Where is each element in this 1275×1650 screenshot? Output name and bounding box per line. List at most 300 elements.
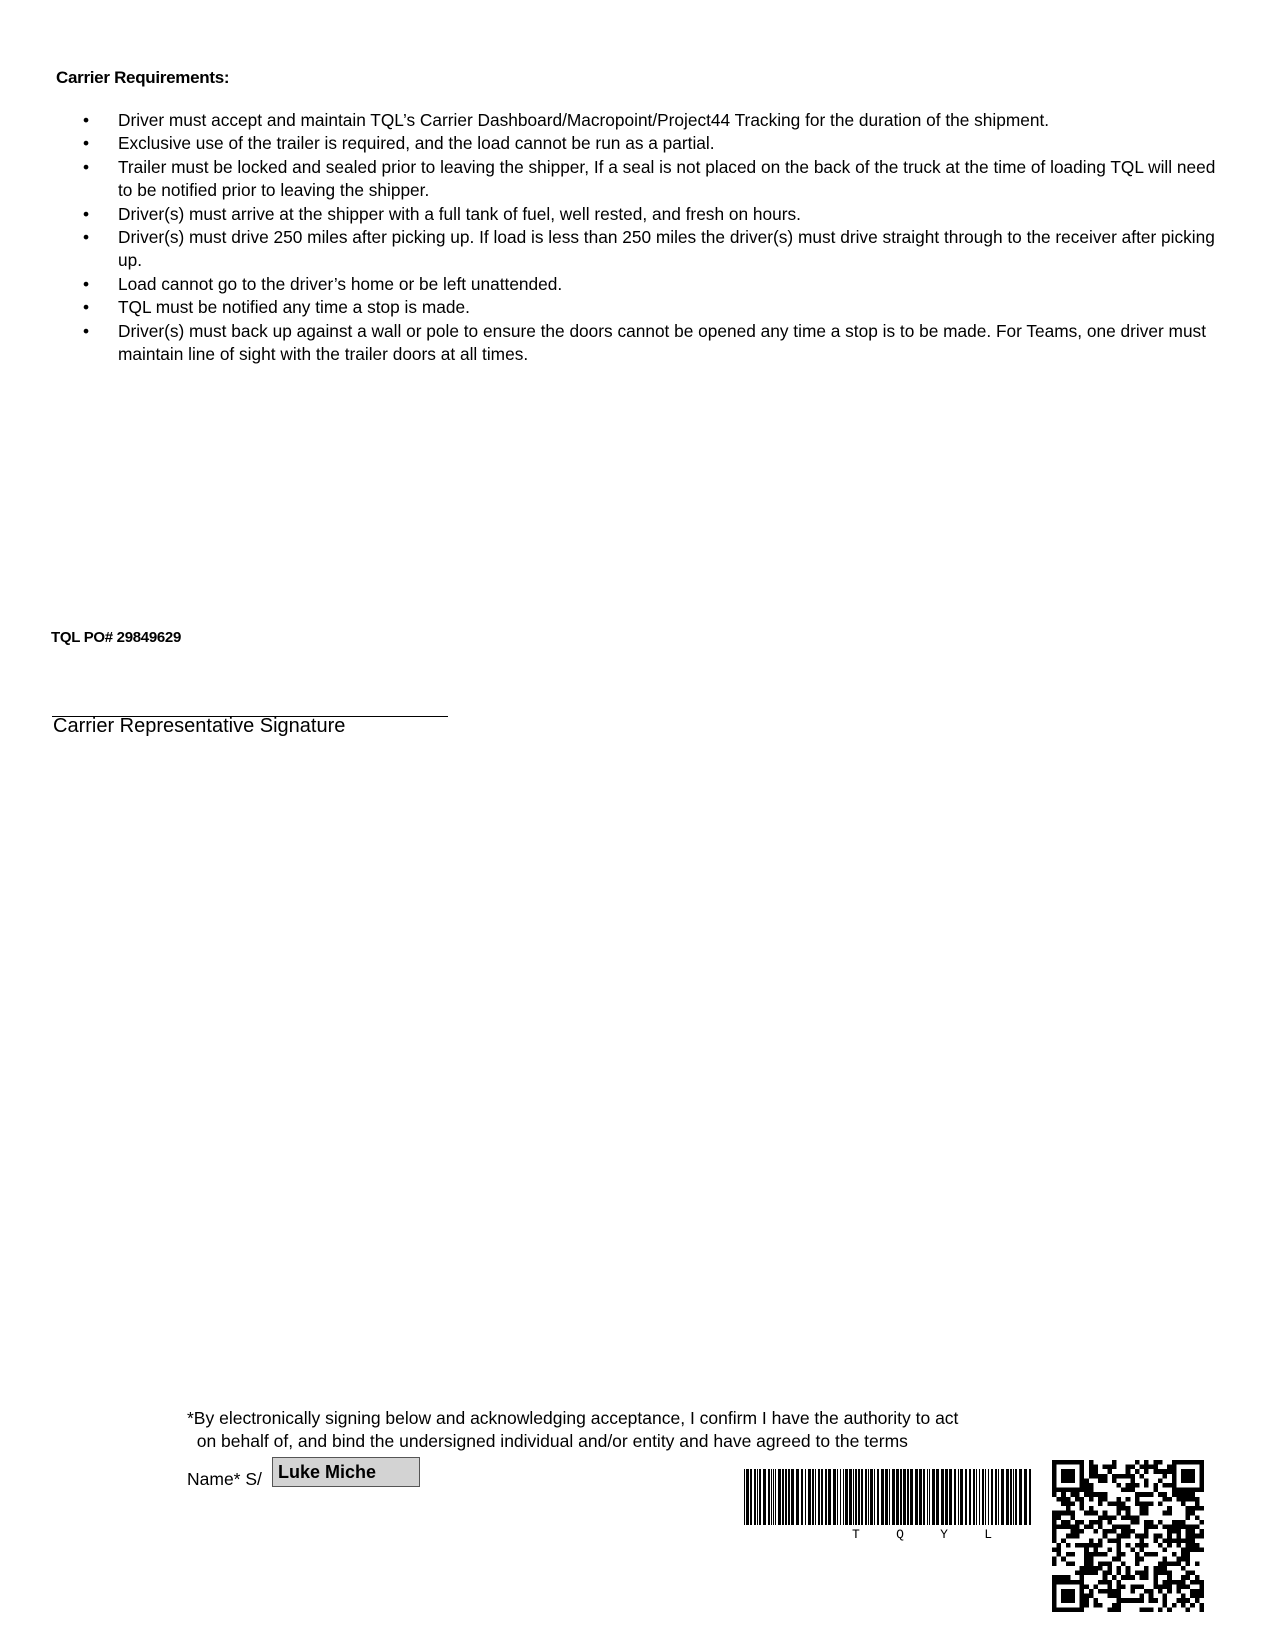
disclaimer-line-2: on behalf of, and bind the undersigned individual and/or entity and have agreed to the terms [187,1431,908,1451]
requirement-item [80,156,1220,203]
requirement-item [80,132,1220,155]
qr-module [1176,1557,1181,1562]
qr-module [1167,1506,1172,1511]
qr-code [1052,1460,1204,1612]
qr-module [1176,1584,1181,1589]
name-signature-field[interactable] [272,1457,420,1487]
qr-module [1172,1538,1177,1543]
qr-module [1149,1465,1154,1470]
qr-module [1190,1469,1195,1474]
qr-module [1199,1529,1204,1534]
qr-module [1052,1603,1057,1608]
qr-module [1135,1515,1140,1520]
qr-module [1153,1552,1158,1557]
qr-module [1163,1469,1168,1474]
barcode-bar [1006,1469,1009,1525]
qr-module [1107,1584,1112,1589]
qr-module [1199,1465,1204,1470]
qr-module [1135,1520,1140,1525]
qr-module [1199,1607,1204,1612]
qr-module [1112,1474,1117,1479]
qr-module [1061,1557,1066,1562]
qr-module [1093,1511,1098,1516]
qr-module [1181,1557,1186,1562]
qr-module [1176,1529,1181,1534]
qr-module [1098,1492,1103,1497]
qr-module [1084,1552,1089,1557]
qr-module [1176,1520,1181,1525]
qr-module [1112,1594,1117,1599]
qr-module [1186,1534,1191,1539]
qr-module [1163,1483,1168,1488]
qr-module [1066,1524,1071,1529]
qr-module [1195,1460,1200,1465]
qr-module [1158,1501,1163,1506]
qr-module [1181,1538,1186,1543]
qr-module [1080,1584,1085,1589]
qr-module [1144,1529,1149,1534]
qr-module [1167,1584,1172,1589]
requirement-text: Driver(s) must back up against a wall or pole to ensure the doors cannot be opened any time a stop is to be made. For Teams, one driver must maintain line of sight with the trailer doors at all times. [118,320,1206,365]
qr-module [1176,1460,1181,1465]
qr-module [1181,1478,1186,1483]
qr-module [1190,1538,1195,1543]
qr-module [1052,1575,1057,1580]
qr-module [1075,1497,1080,1502]
qr-module [1149,1492,1154,1497]
barcode-bar [985,1469,986,1525]
qr-module [1103,1534,1108,1539]
qr-module [1061,1524,1066,1529]
qr-module [1144,1589,1149,1594]
qr-module [1066,1561,1071,1566]
qr-module [1172,1529,1177,1534]
qr-module [1190,1603,1195,1608]
barcode-bar [991,1469,993,1525]
qr-module [1144,1524,1149,1529]
qr-module [1066,1598,1071,1603]
requirement-text: Trailer must be locked and sealed prior to leaving the shipper, If a seal is not placed on the back of the truck at the time of loading TQL will need to be notified prior to leaving the shipper. [118,156,1216,201]
disclaimer-line-1: *By electronically signing below and acknowledging acceptance, I confirm I have the authority to act [187,1408,959,1428]
qr-module [1112,1589,1117,1594]
qr-module [1163,1474,1168,1479]
qr-module [1130,1474,1135,1479]
barcode-bar [877,1469,879,1525]
qr-module [1066,1520,1071,1525]
barcode-bar [965,1469,967,1525]
qr-module [1057,1524,1062,1529]
qr-module [1199,1534,1204,1539]
qr-module [1061,1501,1066,1506]
qr-module [1098,1515,1103,1520]
qr-module [1181,1575,1186,1580]
qr-module [1116,1497,1121,1502]
qr-module [1186,1474,1191,1479]
qr-module [1061,1575,1066,1580]
qr-module [1199,1488,1204,1493]
qr-module [1186,1492,1191,1497]
qr-module [1199,1580,1204,1585]
qr-module [1052,1524,1057,1529]
barcode-bar [896,1469,899,1525]
barcode-bar [998,1469,999,1525]
barcode-char: L [984,1527,992,1542]
qr-module [1116,1607,1121,1612]
qr-module [1163,1584,1168,1589]
requirement-text: Driver(s) must arrive at the shipper with a full tank of fuel, well rested, and fresh on hours. [118,203,801,224]
qr-module [1167,1589,1172,1594]
qr-module [1186,1478,1191,1483]
qr-module [1116,1534,1121,1539]
barcode-bar [885,1469,888,1525]
qr-module [1135,1571,1140,1576]
qr-module [1080,1589,1085,1594]
qr-module [1176,1524,1181,1529]
qr-module [1186,1548,1191,1553]
barcode [744,1469,1032,1525]
requirement-item [80,226,1220,273]
bullet: • [83,110,90,130]
name-label: Name* S/ [187,1469,262,1489]
qr-module [1112,1607,1117,1612]
qr-module [1144,1469,1149,1474]
qr-module [1103,1515,1108,1520]
barcode-bar [1019,1469,1022,1525]
qr-module [1061,1474,1066,1479]
qr-module [1126,1575,1131,1580]
qr-module [1186,1584,1191,1589]
qr-module [1061,1488,1066,1493]
qr-module [1158,1566,1163,1571]
qr-module [1066,1469,1071,1474]
qr-module [1057,1575,1062,1580]
barcode-bar [818,1469,820,1525]
qr-module [1144,1566,1149,1571]
qr-module [1190,1497,1195,1502]
qr-module [1103,1580,1108,1585]
qr-module [1112,1515,1117,1520]
qr-module [1084,1488,1089,1493]
qr-module [1070,1515,1075,1520]
qr-module [1190,1511,1195,1516]
qr-module [1181,1603,1186,1608]
barcode-bar [868,1469,869,1525]
qr-module [1093,1492,1098,1497]
qr-module [1084,1594,1089,1599]
qr-module [1158,1543,1163,1548]
qr-module [1181,1520,1186,1525]
qr-module [1172,1524,1177,1529]
qr-module [1186,1598,1191,1603]
qr-module [1084,1478,1089,1483]
qr-module [1199,1478,1204,1483]
qr-module [1144,1543,1149,1548]
qr-module [1070,1529,1075,1534]
barcode-bar [995,1469,997,1525]
qr-module [1075,1460,1080,1465]
qr-module [1107,1589,1112,1594]
qr-module [1093,1465,1098,1470]
acceptance-disclaimer [187,1407,958,1453]
barcode-bar [843,1469,844,1525]
barcode-bar [768,1469,770,1525]
qr-module [1126,1571,1131,1576]
qr-module [1116,1524,1121,1529]
qr-module [1070,1524,1075,1529]
qr-module [1163,1557,1168,1562]
qr-module [1181,1584,1186,1589]
qr-module [1140,1538,1145,1543]
qr-module [1144,1552,1149,1557]
qr-module [1167,1511,1172,1516]
qr-module [1186,1488,1191,1493]
qr-module [1135,1469,1140,1474]
qr-module [1163,1511,1168,1516]
qr-module [1126,1598,1131,1603]
qr-module [1052,1584,1057,1589]
barcode-bar [929,1469,930,1525]
qr-module [1061,1460,1066,1465]
qr-module [1057,1511,1062,1516]
qr-module [1176,1534,1181,1539]
qr-module [1057,1548,1062,1553]
barcode-bar [815,1469,816,1525]
qr-module [1107,1566,1112,1571]
qr-module [1080,1460,1085,1465]
qr-module [1144,1520,1149,1525]
qr-module [1089,1594,1094,1599]
qr-module [1061,1538,1066,1543]
qr-module [1070,1580,1075,1585]
qr-module [1052,1483,1057,1488]
qr-module [1112,1603,1117,1608]
qr-module [1107,1561,1112,1566]
qr-module [1140,1543,1145,1548]
qr-module [1080,1488,1085,1493]
qr-module [1057,1515,1062,1520]
barcode-bar [979,1469,980,1525]
qr-module [1066,1607,1071,1612]
qr-module [1121,1561,1126,1566]
qr-module [1158,1584,1163,1589]
qr-module [1158,1520,1163,1525]
qr-module [1126,1483,1131,1488]
qr-module [1052,1469,1057,1474]
qr-module [1167,1543,1172,1548]
barcode-bar [775,1469,776,1525]
qr-module [1112,1501,1117,1506]
qr-module [1190,1478,1195,1483]
qr-module [1130,1520,1135,1525]
qr-module [1121,1575,1126,1580]
qr-module [1093,1552,1098,1557]
qr-module [1186,1557,1191,1562]
qr-module [1057,1488,1062,1493]
qr-module [1116,1603,1121,1608]
qr-module [1167,1497,1172,1502]
qr-module [1112,1557,1117,1562]
qr-module [1098,1478,1103,1483]
qr-module [1172,1520,1177,1525]
qr-module [1135,1501,1140,1506]
barcode-bar [855,1469,857,1525]
qr-module [1061,1497,1066,1502]
qr-module [1195,1534,1200,1539]
qr-module [1186,1515,1191,1520]
qr-module [1135,1561,1140,1566]
qr-module [1093,1584,1098,1589]
qr-module [1163,1603,1168,1608]
requirement-text: Driver must accept and maintain TQL’s Carrier Dashboard/Macropoint/Project44 Tracking for the duration of the shipment. [118,110,1050,130]
barcode-bar [945,1469,948,1525]
barcode-bar [969,1469,971,1525]
qr-module [1163,1571,1168,1576]
qr-module [1070,1474,1075,1479]
barcode-bar [910,1469,913,1525]
qr-module [1080,1506,1085,1511]
barcode-bar [812,1469,814,1525]
qr-module [1070,1511,1075,1516]
qr-module [1144,1483,1149,1488]
qr-module [1195,1524,1200,1529]
qr-module [1190,1580,1195,1585]
qr-module [1140,1571,1145,1576]
qr-module [1107,1520,1112,1525]
barcode-bar [949,1469,952,1525]
barcode-bar [828,1469,831,1525]
barcode-bar [778,1469,781,1525]
qr-module [1052,1520,1057,1525]
qr-module [1084,1571,1089,1576]
barcode-bar [865,1469,867,1525]
qr-module [1084,1598,1089,1603]
barcode-bar [1013,1469,1014,1525]
qr-module [1103,1511,1108,1516]
qr-module [1103,1552,1108,1557]
qr-module [1093,1520,1098,1525]
qr-module [1190,1492,1195,1497]
qr-module [1066,1511,1071,1516]
qr-module [1186,1543,1191,1548]
qr-module [1130,1589,1135,1594]
qr-module [1075,1607,1080,1612]
qr-module [1116,1506,1121,1511]
qr-module [1116,1584,1121,1589]
qr-module [1080,1598,1085,1603]
qr-module [1121,1506,1126,1511]
barcode-bar [881,1469,884,1525]
qr-module [1066,1488,1071,1493]
qr-module [1061,1469,1066,1474]
qr-module [1140,1501,1145,1506]
requirement-text: Exclusive use of the trailer is required, and the load cannot be run as a partial. [118,133,715,154]
qr-module [1075,1488,1080,1493]
qr-module [1098,1543,1103,1548]
barcode-bar [808,1469,811,1525]
qr-module [1080,1607,1085,1612]
qr-module [1098,1501,1103,1506]
qr-module [1190,1460,1195,1465]
qr-module [1144,1501,1149,1506]
qr-module [1199,1520,1204,1525]
qr-module [1052,1594,1057,1599]
qr-module [1135,1497,1140,1502]
qr-module [1070,1594,1075,1599]
qr-module [1112,1524,1117,1529]
qr-module [1186,1460,1191,1465]
barcode-char: Y [940,1527,948,1542]
qr-module [1093,1548,1098,1553]
qr-module [1153,1483,1158,1488]
qr-module [1052,1589,1057,1594]
bullet: • [83,320,90,341]
qr-module [1126,1474,1131,1479]
qr-module [1084,1524,1089,1529]
qr-module [1163,1497,1168,1502]
qr-module [1181,1492,1186,1497]
qr-module [1172,1492,1177,1497]
barcode-bar [782,1469,784,1525]
qr-module [1075,1524,1080,1529]
qr-module [1167,1524,1172,1529]
barcode-bar [1015,1469,1017,1525]
qr-module [1116,1552,1121,1557]
qr-module [1135,1483,1140,1488]
barcode-bar [796,1469,799,1525]
bullet: • [83,227,90,248]
qr-module [1172,1465,1177,1470]
qr-module [1103,1561,1108,1566]
bullet: • [83,273,90,294]
qr-module [1140,1557,1145,1562]
qr-module [1084,1483,1089,1488]
qr-module [1116,1538,1121,1543]
qr-module [1080,1478,1085,1483]
qr-module [1172,1469,1177,1474]
qr-module [1130,1515,1135,1520]
qr-module [1172,1483,1177,1488]
barcode-bar [982,1469,984,1525]
qr-module [1130,1488,1135,1493]
qr-module [1098,1524,1103,1529]
qr-module [1140,1474,1145,1479]
qr-module [1195,1515,1200,1520]
barcode-bar [923,1469,925,1525]
qr-module [1181,1460,1186,1465]
qr-module [1084,1603,1089,1608]
qr-module [1116,1566,1121,1571]
qr-module [1149,1598,1154,1603]
qr-module [1149,1524,1154,1529]
barcode-bar [1010,1469,1012,1525]
qr-module [1116,1557,1121,1562]
barcode-bar [976,1469,977,1525]
qr-module [1098,1520,1103,1525]
qr-module [1084,1566,1089,1571]
qr-module [1052,1511,1057,1516]
qr-module [1181,1566,1186,1571]
qr-module [1103,1465,1108,1470]
qr-module [1084,1557,1089,1562]
qr-module [1149,1607,1154,1612]
qr-module [1195,1488,1200,1493]
qr-module [1190,1594,1195,1599]
barcode-bar [954,1469,956,1525]
qr-module [1172,1561,1177,1566]
qr-module [1107,1538,1112,1543]
qr-module [1103,1571,1108,1576]
barcode-bar [771,1469,772,1525]
